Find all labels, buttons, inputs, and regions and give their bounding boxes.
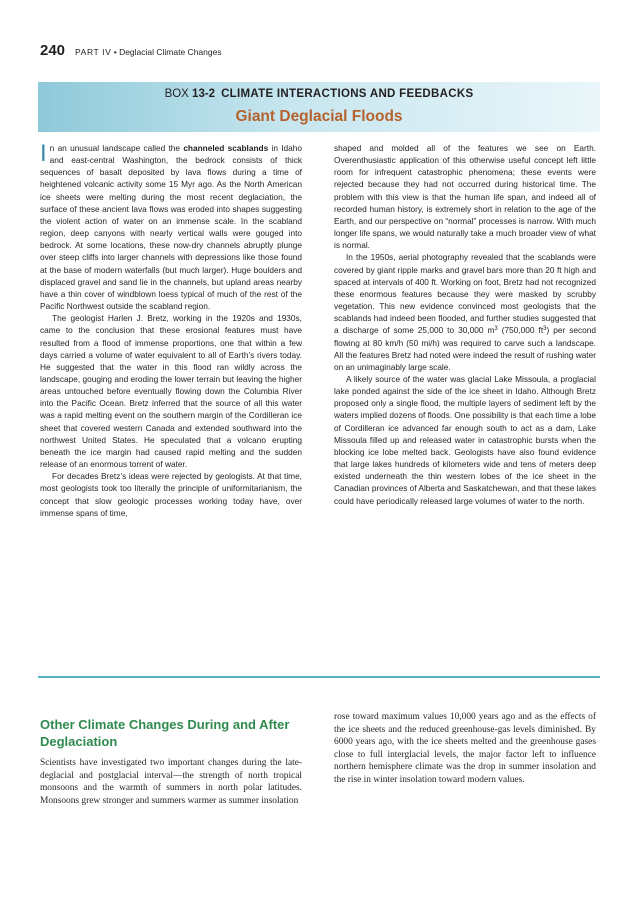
box-number: 13-2 <box>192 88 216 100</box>
box-paragraph-2: The geologist Harlen J. Bretz, working in the 1920s and 1930s, came to the conclusion that these erosional features must have resulted from a flood of immense proportions, one that within a few days carried a volume of water equivalent to all of Earth’s rivers today. He suggested that the water in this flood ran wildly across the landscape, gouging and eroding the lower terrain but leaving the higher areas untouched before eventually flowing down the Columbia River into the Pacific Ocean. Bretz inferred that the source of all this water was a rapid melting event on the southern margin of the Cordilleran ice sheet that covered western Canada and extended southward into the northwest United States. He speculated that a volcano erupting beneath the ice margin had caused rapid melting and the sudden release of an enormous torrent of water. <box>40 313 302 470</box>
box-column-right <box>334 142 596 507</box>
running-head-separator: • <box>111 47 120 57</box>
box-paragraph-5: A likely source of the water was glacial Lake Missoula, a proglacial lake ponded against the side of the ice sheet in Idaho. Although Bretz proposed only a single flood, the multiple layers of sediment left by the waters implied dozens of floods. One possibility is that each time a lobe of Cordilleran ice advanced far enough south to act as a dam, Lake Missoula filled up and released water in catastrophic bursts when the blocking ice lobe melted back. Geologists have also found evidence that large lakes hundreds of kilometers wide and tens of meters deep existed underneath the thin western lobes of the ice sheet in the Canadian provinces of Alberta and Saskatchewan, and that these lakes could have periodically released large volumes of water to the north. <box>334 373 596 506</box>
main-paragraph-right: rose toward maximum values 10,000 years ago and as the effects of the ice sheets and the reduced greenhouse-gas levels diminished. By 6000 years ago, with the ice sheets melted and the greenhouse gases close to full interglacial levels, the major factor left to influence northern hemisphere climate was the drop in summer insolation and the rise in winter insolation toward modern values. <box>334 712 596 785</box>
box-paragraph-1 <box>40 142 302 312</box>
box-bottom-rule <box>38 676 600 678</box>
box-number-prefix: BOX <box>164 88 193 100</box>
page-number: 240 <box>40 42 66 59</box>
p4-text-a: In the 1950s, aerial photography revealed that the scablands were covered by giant ripple marks and gravel bars more than 20 ft high and spaced at intervals of 400 ft. Working on foot, Bretz had not recognized these enormous features because they were masked by scrubby vegetation. This new evidence convinced most geologists that the scablands had indeed been flooded, and further studies suggested that a discharge of some 25,000 to 30,000 m <box>334 252 596 336</box>
key-term: channeled scablands <box>183 143 269 153</box>
main-text-right <box>334 711 596 787</box>
running-head <box>40 42 222 60</box>
box-title: Giant Deglacial Floods <box>235 108 403 125</box>
box-paragraph-4 <box>334 251 596 373</box>
main-text-left <box>40 757 302 807</box>
box-column-left <box>40 142 302 519</box>
p1-text-b: in Idaho and east-central Washington, the bedrock consists of thick sequences of basalt deposited by lava flows during a time of heightened volcanic activity some 15 Myr ago. As the North American ice sheets were melting during the most recent deglaciation, the surface of these ancient lava flows was eroded into shapes suggesting the violent action of water on an immense scale. In the scabland region, deep canyons with nearly vertical walls were gouged into bedrock. At some locations, these now-dry channels abruptly plunge over steep cliffs into larger channels with depressions like those found at the base of modern waterfalls (but much larger). Huge boulders and displaced gravel and sand lie in the channels, but upland areas nearby have a thin cover of windblown loess typical of much of the rest of the Pacific Northwest outside the scabland region. <box>40 143 303 312</box>
superscript-3: 3 <box>494 326 498 333</box>
section-heading: Other Climate Changes During and After Deglaciation <box>40 717 290 749</box>
main-paragraph-left: Scientists have investigated two important changes during the late-deglacial and postglacial interval—the strength of north tropical monsoons and the warmth of summers in north polar latitudes. Monsoons grew stronger and summers warmer as summer insolation <box>40 758 302 806</box>
part-label: PART IV <box>75 47 112 57</box>
part-title: Deglacial Climate Changes <box>119 47 222 57</box>
box-header <box>38 82 600 132</box>
box-label <box>38 88 600 100</box>
p4-text-b: (750,000 ft <box>497 325 544 336</box>
superscript-3-b: 3 <box>543 326 547 333</box>
box-paragraph-3-start: For decades Bretz’s ideas were rejected by geologists. At that time, most geologists took too literally the principle of uniformitarianism, the concept that slow geologic processes working today have, over immense spans of time, <box>40 471 302 518</box>
box-paragraph-3-end: shaped and molded all of the features we see on Earth. Overenthusiastic application of this otherwise useful concept left little room for infrequent catastrophic phenomena; these events were rejected because they had not occurred during historical time. The problem with this view is that the human life span, and indeed all of recorded human history, is extremely short in relation to the age of the Earth, and our perspective on “normal” processes is narrow. With much longer life spans, we would naturally take a much broader view of what is normal. <box>334 143 596 251</box>
box-category: CLIMATE INTERACTIONS AND FEEDBACKS <box>221 88 474 100</box>
drop-cap: I <box>40 140 47 167</box>
p1-text-a: n an unusual landscape called the <box>49 143 184 153</box>
p4-text-c: ) per second flowing at 80 km/h (50 mi/h) was required to carve such a landscape. All the features Bretz had noted were indeed the result of rushing water on an unimaginably large scale. <box>334 325 596 372</box>
